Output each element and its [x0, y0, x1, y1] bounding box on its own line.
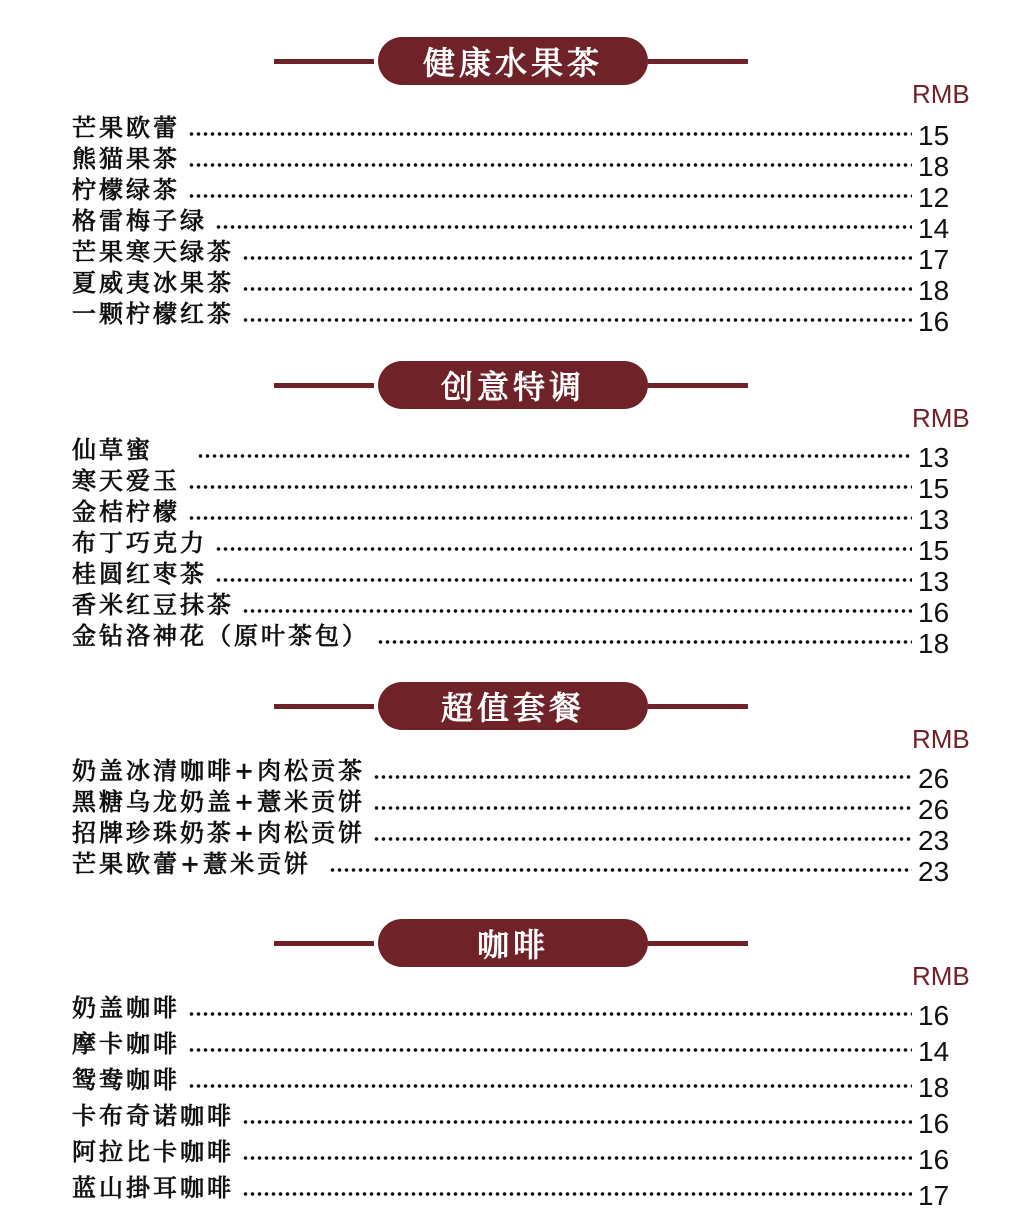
menu-item	[72, 1101, 962, 1139]
section-header	[0, 682, 1024, 732]
menu-item	[72, 299, 962, 337]
dot-leader	[215, 546, 912, 552]
menu-item	[72, 1173, 962, 1211]
item-name: 芒果欧蕾	[72, 113, 180, 142]
item-price: 13	[918, 504, 950, 535]
currency-label: RMB	[912, 724, 970, 754]
item-price: 26	[918, 763, 950, 794]
section-coffee	[0, 919, 1024, 1211]
section-title: 超值套餐	[378, 682, 648, 730]
header-rule-right	[648, 941, 748, 946]
item-name: 桂圆红枣茶	[72, 559, 207, 588]
dot-leader	[188, 193, 912, 199]
item-name: 奶盖咖啡	[72, 993, 180, 1022]
dot-leader	[188, 515, 912, 521]
menu-item	[72, 818, 962, 856]
dot-leader	[242, 1155, 912, 1161]
dot-leader	[188, 1011, 912, 1017]
currency-label: RMB	[912, 403, 970, 433]
menu-item	[72, 497, 962, 535]
menu-item	[72, 1137, 962, 1175]
item-price: 26	[918, 794, 950, 825]
menu-item	[72, 756, 962, 794]
item-name: 金钻洛神花（原叶茶包）	[72, 621, 369, 650]
menu-item	[72, 206, 962, 244]
item-price: 13	[918, 566, 950, 597]
item-name: 金桔柠檬	[72, 497, 180, 526]
item-price: 23	[918, 825, 950, 856]
dot-leader	[242, 317, 912, 323]
section-header	[0, 37, 1024, 87]
item-price: 12	[918, 182, 950, 213]
menu-item	[72, 175, 962, 213]
section-header	[0, 361, 1024, 411]
dot-leader	[188, 1083, 912, 1089]
item-name: 黑糖乌龙奶盖+薏米贡饼	[72, 787, 366, 816]
section-title: 健康水果茶	[378, 37, 648, 85]
item-price: 18	[918, 151, 950, 182]
dot-leader	[242, 608, 912, 614]
currency-label: RMB	[912, 79, 970, 109]
dot-leader	[373, 836, 912, 842]
section-header	[0, 919, 1024, 969]
dot-leader	[188, 484, 912, 490]
item-name: 奶盖冰清咖啡+肉松贡茶	[72, 756, 366, 785]
menu-item	[72, 435, 962, 473]
dot-leader	[197, 453, 912, 459]
item-price: 15	[918, 535, 950, 566]
item-price: 18	[918, 275, 950, 306]
menu-item	[72, 144, 962, 182]
dot-leader	[242, 1191, 912, 1197]
item-price: 17	[918, 1180, 950, 1211]
dot-leader	[329, 867, 912, 873]
item-name: 芒果寒天绿茶	[72, 237, 234, 266]
item-price: 18	[918, 628, 950, 659]
menu-item	[72, 993, 962, 1031]
menu-item	[72, 1065, 962, 1103]
section-fruit-tea	[0, 37, 1024, 337]
item-price: 16	[918, 1108, 950, 1139]
dot-leader	[215, 224, 912, 230]
dot-leader	[215, 577, 912, 583]
dot-leader	[242, 255, 912, 261]
item-price: 14	[918, 1036, 950, 1067]
header-rule-left	[274, 383, 374, 388]
dot-leader	[242, 1119, 912, 1125]
currency-label: RMB	[912, 961, 970, 991]
menu-item	[72, 268, 962, 306]
menu-item	[72, 590, 962, 628]
item-name: 寒天爱玉	[72, 466, 180, 495]
header-rule-left	[274, 59, 374, 64]
dot-leader	[188, 131, 912, 137]
menu-item	[72, 621, 962, 659]
item-name: 卡布奇诺咖啡	[72, 1101, 234, 1130]
menu-item	[72, 113, 962, 151]
item-name: 仙草蜜	[72, 435, 153, 464]
item-name: 摩卡咖啡	[72, 1029, 180, 1058]
item-name: 柠檬绿茶	[72, 175, 180, 204]
dot-leader	[188, 162, 912, 168]
header-rule-right	[648, 704, 748, 709]
item-price: 16	[918, 1144, 950, 1175]
item-price: 16	[918, 597, 950, 628]
item-price: 17	[918, 244, 950, 275]
menu-item	[72, 849, 962, 887]
dot-leader	[377, 639, 912, 645]
item-name: 芒果欧蕾+薏米贡饼	[72, 849, 312, 878]
menu-item	[72, 466, 962, 504]
section-title: 创意特调	[378, 361, 648, 409]
item-price: 14	[918, 213, 950, 244]
menu-item	[72, 237, 962, 275]
dot-leader	[373, 805, 912, 811]
dot-leader	[242, 286, 912, 292]
item-name: 格雷梅子绿	[72, 206, 207, 235]
dot-leader	[373, 774, 912, 780]
item-name: 阿拉比卡咖啡	[72, 1137, 234, 1166]
item-price: 13	[918, 442, 950, 473]
item-price: 16	[918, 1000, 950, 1031]
item-price: 18	[918, 1072, 950, 1103]
header-rule-left	[274, 941, 374, 946]
item-name: 鸳鸯咖啡	[72, 1065, 180, 1094]
menu-item	[72, 1029, 962, 1067]
item-name: 蓝山掛耳咖啡	[72, 1173, 234, 1202]
section-title: 咖啡	[378, 919, 648, 967]
header-rule-left	[274, 704, 374, 709]
header-rule-right	[648, 383, 748, 388]
item-name: 一颗柠檬红茶	[72, 299, 234, 328]
item-price: 16	[918, 306, 950, 337]
item-name: 招牌珍珠奶茶+肉松贡饼	[72, 818, 366, 847]
item-name: 香米红豆抹茶	[72, 590, 234, 619]
item-price: 23	[918, 856, 950, 887]
header-rule-right	[648, 59, 748, 64]
menu-item	[72, 787, 962, 825]
menu-item	[72, 528, 962, 566]
section-signature-drinks	[0, 361, 1024, 659]
item-name: 夏威夷冰果茶	[72, 268, 234, 297]
item-price: 15	[918, 120, 950, 151]
menu-item	[72, 559, 962, 597]
dot-leader	[188, 1047, 912, 1053]
item-price: 15	[918, 473, 950, 504]
section-value-sets	[0, 682, 1024, 887]
item-name: 布丁巧克力	[72, 528, 207, 557]
item-name: 熊猫果茶	[72, 144, 180, 173]
